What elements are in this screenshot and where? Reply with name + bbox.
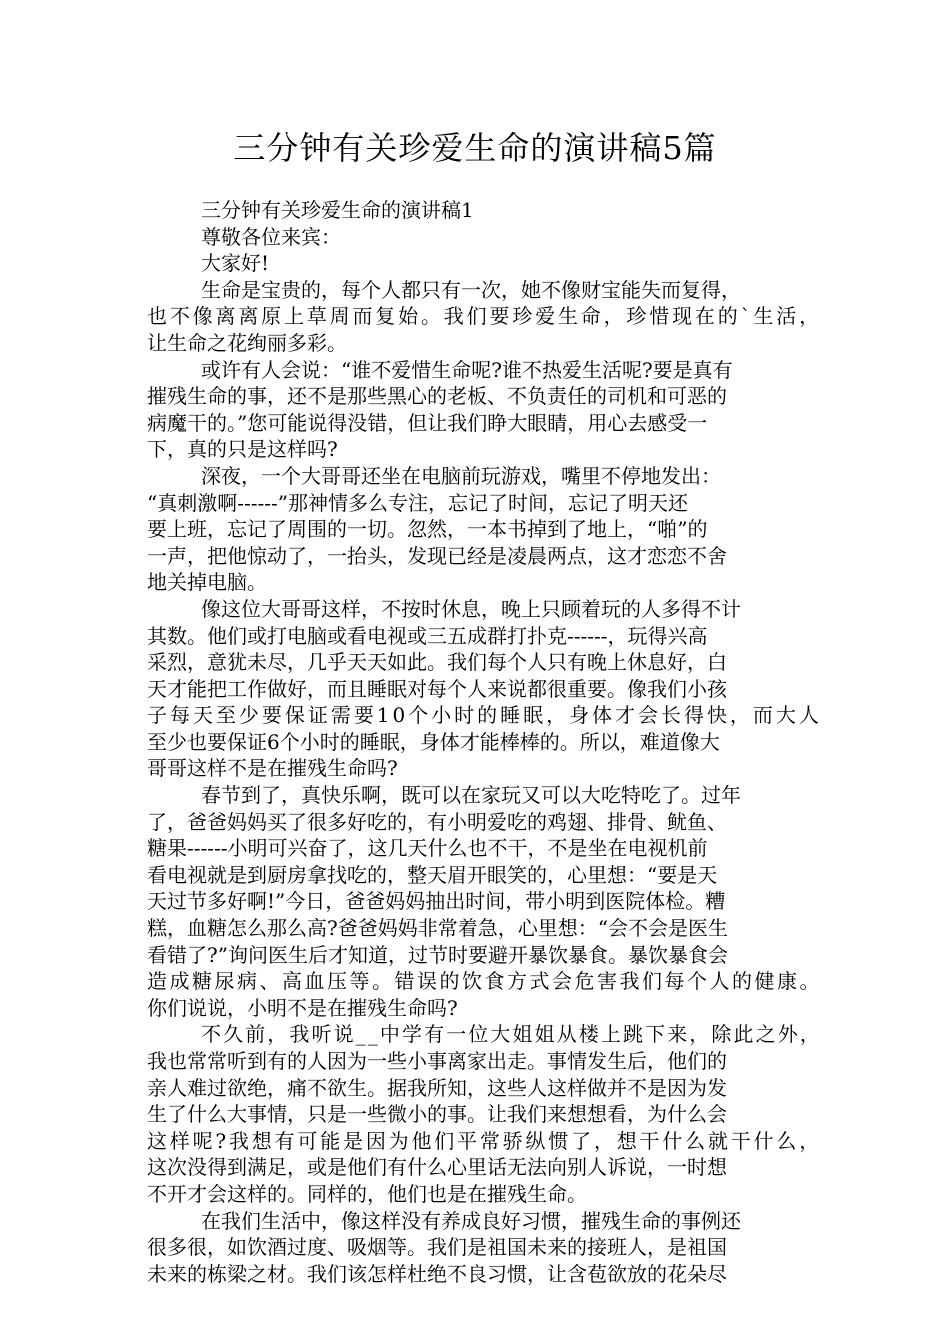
text-line: 我也常常听到有的人因为一些小事离家出走。事情发生后，他们的: [147, 1049, 727, 1073]
text-line: 大家好!: [201, 251, 270, 276]
text-line: 了，爸爸妈妈买了很多好吃的，有小明爱吃的鸡翅、排骨、鱿鱼、: [147, 809, 727, 834]
text-line: 子每天至少要保证需要10个小时的睡眠，身体才会长得快，而大人: [147, 703, 822, 728]
text-line: 地关掉电脑。: [147, 570, 267, 595]
text-line: 深夜，一个大哥哥还坐在电脑前玩游戏，嘴里不停地发出：: [201, 463, 721, 488]
text-line: 采烈，意犹未尽，几乎天天如此。我们每个人只有晚上休息好，白: [147, 650, 727, 675]
text-line: 生了什么大事情，只是一些微小的事。让我们来想想看，为什么会: [147, 1102, 727, 1127]
text-line: 至少也要保证6个小时的睡眠，身体才能棒棒的。所以，难道像大: [147, 729, 720, 754]
text-line: 也不像离离原上草周而复始。我们要珍爱生命，珍惜现在的`生活，: [147, 304, 822, 329]
text-line: 在我们生活中，像这样没有养成良好习惯，摧残生命的事例还: [201, 1208, 741, 1233]
text-line: 或许有人会说：“谁不爱惜生命呢?谁不热爱生活呢?要是真有: [201, 357, 733, 382]
text-line: 这次没得到满足，或是他们有什么心里话无法向别人诉说，一时想: [147, 1155, 727, 1180]
text-line: 很多很，如饮酒过度、吸烟等。我们是祖国未来的接班人，是祖国: [147, 1235, 727, 1260]
text-line: 生命是宝贵的，每个人都只有一次，她不像财宝能失而复得，: [201, 277, 741, 302]
text-line: “真刺激啊------”那神情多么专注，忘记了时间，忘记了明天还: [147, 490, 688, 515]
text-line: 这样呢?我想有可能是因为他们平常骄纵惯了，想干什么就干什么，: [147, 1128, 823, 1153]
document-body: [147, 197, 822, 1287]
text-line: 亲人难过欲绝，痛不欲生。据我所知，这些人这样做并不是因为发: [147, 1075, 727, 1100]
text-line: 天过节多好啊!”今日，爸爸妈妈抽出时间，带小明到医院体检。糟: [147, 889, 726, 914]
text-line: 糕，血糖怎么那么高?爸爸妈妈非常着急，心里想：“会不会是医生: [147, 916, 728, 941]
text-line: 病魔干的。”您可能说得没错，但让我们睁大眼睛，用心去感受一: [147, 410, 708, 435]
text-line: 让生命之花绚丽多彩。: [147, 330, 347, 355]
text-line: 一声，把他惊动了，一抬头，发现已经是凌晨两点，这才恋恋不舍: [147, 543, 727, 568]
text-line: 下，真的只是这样吗?: [147, 437, 338, 462]
text-line: 看电视就是到厨房拿找吃的，整天眉开眼笑的，心里想：“要是天: [147, 862, 718, 887]
text-line: 天才能把工作做好，而且睡眠对每个人来说都很重要。像我们小孩: [147, 676, 727, 701]
text-line: 要上班，忘记了周围的一切。忽然，一本书掉到了地上，“啪”的: [147, 517, 708, 542]
text-line: 摧残生命的事，还不是那些黑心的老板、不负责任的司机和可恶的: [147, 384, 727, 409]
text-line: 其数。他们或打电脑或看电视或三五成群打扑克------，玩得兴高: [147, 623, 708, 648]
text-line: 尊敬各位来宾：: [201, 224, 341, 249]
text-line: 你们说说，小明不是在摧残生命吗?: [147, 995, 458, 1020]
text-line: 糖果------小明可兴奋了，这几天什么也不干，不是坐在电视机前: [147, 836, 708, 861]
text-line: 不久前，我听说__中学有一位大姐姐从楼上跳下来，除此之外，: [201, 1022, 822, 1047]
text-line: 三分钟有关珍爱生命的演讲稿1: [201, 198, 474, 222]
text-line: 看错了?”询问医生后才知道，过节时要避开暴饮暴食。暴饮暴食会: [147, 942, 728, 967]
text-line: 造成糖尿病、高血压等。错误的饮食方式会危害我们每个人的健康。: [147, 969, 822, 994]
text-line: 未来的栋梁之材。我们该怎样杜绝不良习惯，让含苞欲放的花朵尽: [147, 1261, 727, 1286]
document-title: 三分钟有关珍爱生命的演讲稿5篇: [233, 129, 717, 167]
text-line: 像这位大哥哥这样，不按时休息，晚上只顾着玩的人多得不计: [201, 596, 741, 621]
text-line: 不开才会这样的。同样的，他们也是在摧残生命。: [147, 1181, 587, 1206]
text-line: 春节到了，真快乐啊，既可以在家玩又可以大吃特吃了。过年: [201, 783, 741, 808]
text-line: 哥哥这样不是在摧残生命吗?: [147, 756, 398, 781]
